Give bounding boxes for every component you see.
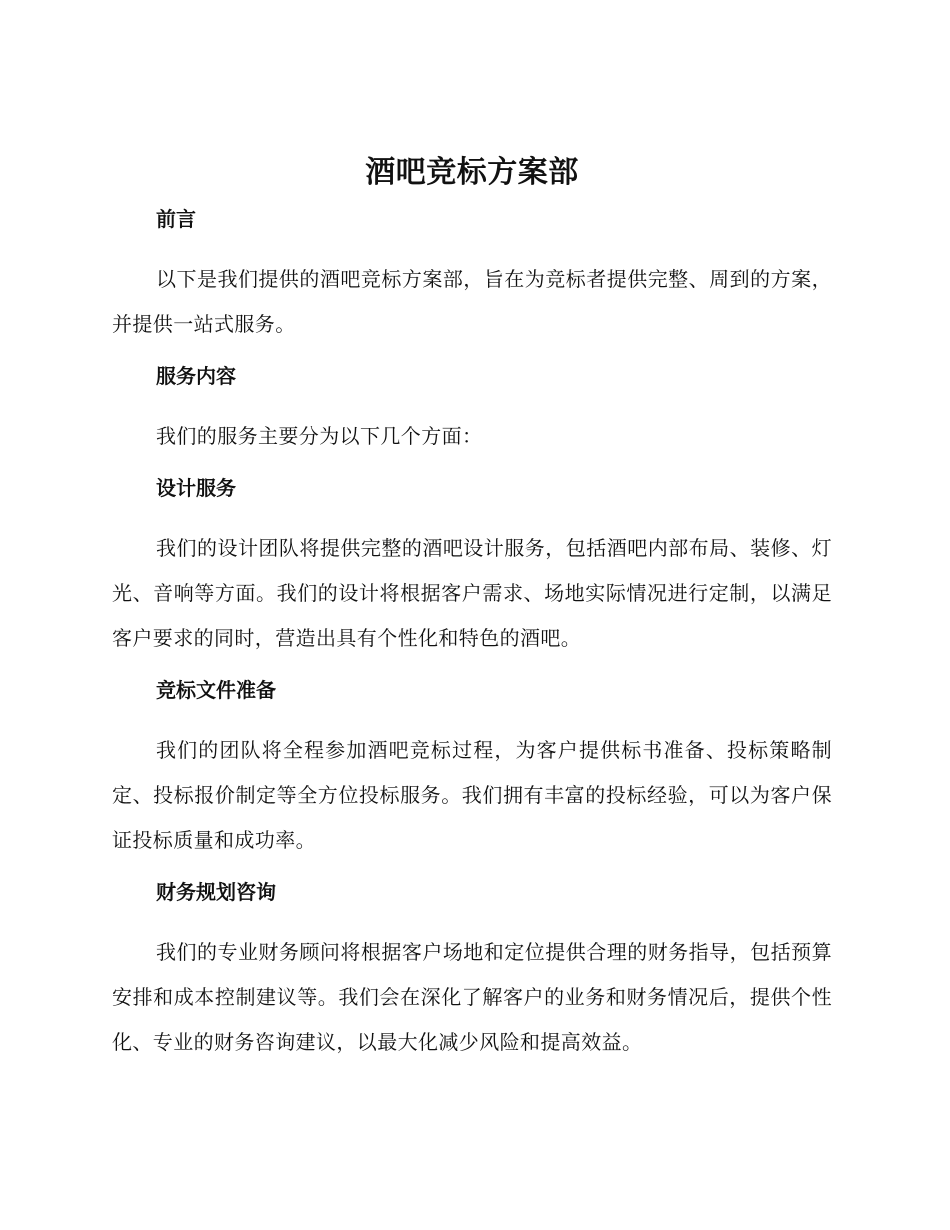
section-heading-service-content: 服务内容 — [156, 364, 236, 388]
section-heading-design-service: 设计服务 — [156, 476, 236, 500]
section-paragraph-financial-consulting: 我们的专业财务顾问将根据客户场地和定位提供合理的财务指导，包括预算安排和成本控制建议等。我们会在深化了解客户的业务和财务情况后，提供个性化、专业的财务咨询建议，以最大化减少风险和提高效益。 — [112, 940, 832, 1054]
section-paragraph-design-service: 我们的设计团队将提供完整的酒吧设计服务，包括酒吧内部布局、装修、灯光、音响等方面。我们的设计将根据客户需求、场地实际情况进行定制，以满足客户要求的同时，营造出具有个性化和特色的酒吧。 — [112, 536, 832, 650]
section-paragraph-preface: 以下是我们提供的酒吧竞标方案部，旨在为竞标者提供完整、周到的方案，并提供一站式服务。 — [112, 267, 832, 336]
section-heading-preface: 前言 — [156, 207, 196, 231]
section-paragraph-service-content: 我们的服务主要分为以下几个方面： — [156, 424, 483, 448]
document-page — [112, 150, 832, 1065]
document-title: 酒吧竞标方案部 — [365, 155, 579, 190]
section-heading-financial-consulting: 财务规划咨询 — [156, 880, 276, 904]
section-heading-bid-documents: 竞标文件准备 — [156, 678, 276, 702]
section-paragraph-bid-documents: 我们的团队将全程参加酒吧竞标过程，为客户提供标书准备、投标策略制定、投标报价制定等全方位投标服务。我们拥有丰富的投标经验，可以为客户保证投标质量和成功率。 — [112, 738, 832, 852]
